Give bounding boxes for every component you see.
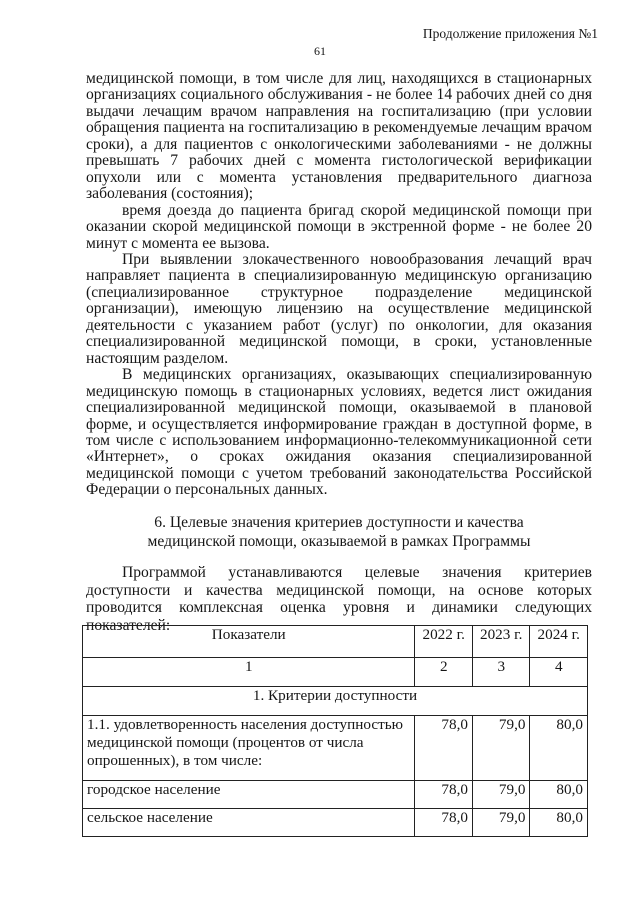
row-value-2024: 80,0: [530, 781, 588, 809]
table-section-row: [83, 687, 588, 716]
header-2022: 2022 г.: [415, 626, 473, 658]
section-title: [86, 513, 592, 551]
col-number-3: 3: [472, 658, 530, 687]
row-label: сельское население: [83, 809, 415, 837]
col-number-2: 2: [415, 658, 473, 687]
col-number-1: 1: [83, 658, 415, 687]
row-value-2022: 78,0: [415, 809, 473, 837]
row-value-2022: 78,0: [415, 781, 473, 809]
row-label: городское население: [83, 781, 415, 809]
section-accessibility-criteria: 1. Критерии доступности: [83, 687, 588, 716]
paragraph-oncology-referral: При выявлении злокачественного новообразования лечащий врач направляет пациента в специализированную медицинскую организацию (специализированное структурное подразделение медицинской организации), имеющую лицензию на осуществление медицинской деятельности с указанием работ (услуг) по онкологии, для оказания специализированной медицинской помощи, в сроки, установленные настоящим разделом.: [86, 250, 592, 367]
row-value-2024: 80,0: [530, 716, 588, 781]
row-value-2023: 79,0: [472, 781, 530, 809]
table-row: [83, 716, 588, 781]
body-text: [86, 71, 592, 499]
header-2023: 2023 г.: [472, 626, 530, 658]
header-indicators: Показатели: [83, 626, 415, 658]
section-title-line-1: 6. Целевые значения критериев доступности и качества: [154, 514, 524, 531]
appendix-continuation-note: Продолжение приложения №1: [422, 26, 598, 41]
row-value-2023: 79,0: [472, 809, 530, 837]
row-value-2023: 79,0: [472, 716, 530, 781]
row-label: 1.1. удовлетворенность населения доступностью медицинской помощи (процентов от числа опрошенных), в том числе:: [83, 716, 415, 781]
row-value-2024: 80,0: [530, 809, 588, 837]
section-title-line-2: медицинской помощи, оказываемой в рамках Программы: [147, 533, 531, 550]
table-header-row: [83, 626, 588, 658]
paragraph-ambulance-time: время доезда до пациента бригад скорой медицинской помощи при оказании скорой медицинской помощи в экстренной форме - не более 20 минут с момента ее вызова.: [86, 201, 592, 252]
header-2024: 2024 г.: [530, 626, 588, 658]
paragraph-continuation: медицинской помощи, в том числе для лиц, находящихся в стационарных организациях социального обслуживания - не более 14 рабочих дней со дня выдачи лечащим врачом направления на госпитализацию (при условии обращения пациента на госпитализацию в рекомендуемые лечащим врачом сроки), а для пациентов с онкологическими заболеваниями - не должны превышать 7 рабочих дней с момента гистологической верификации опухоли или с момента установления предварительного диагноза заболевания (состояния);: [86, 70, 592, 203]
section-intro: Программой устанавливаются целевые значения критериев доступности и качества медицинской помощи, на основе которых проводится комплексная оценка уровня и динамики следующих показателей:: [86, 564, 592, 634]
page-number: 61: [314, 44, 326, 58]
paragraph-waiting-list: В медицинских организациях, оказывающих специализированную медицинскую помощь в стационарных условиях, ведется лист ожидания специализированной медицинской помощи, оказываемой в плановой форме, и осуществляется информирование граждан в доступной форме, в том числе с использованием информационно-телекоммуникационной сети «Интернет», о сроках ожидания оказания специализированной медицинской помощи с учетом требований законодательства Российской Федерации о персональных данных.: [86, 366, 592, 499]
table-row: [83, 809, 588, 837]
table-row: [83, 781, 588, 809]
col-number-4: 4: [530, 658, 588, 687]
row-value-2022: 78,0: [415, 716, 473, 781]
table-numbering-row: [83, 658, 588, 687]
criteria-table: [82, 625, 588, 837]
